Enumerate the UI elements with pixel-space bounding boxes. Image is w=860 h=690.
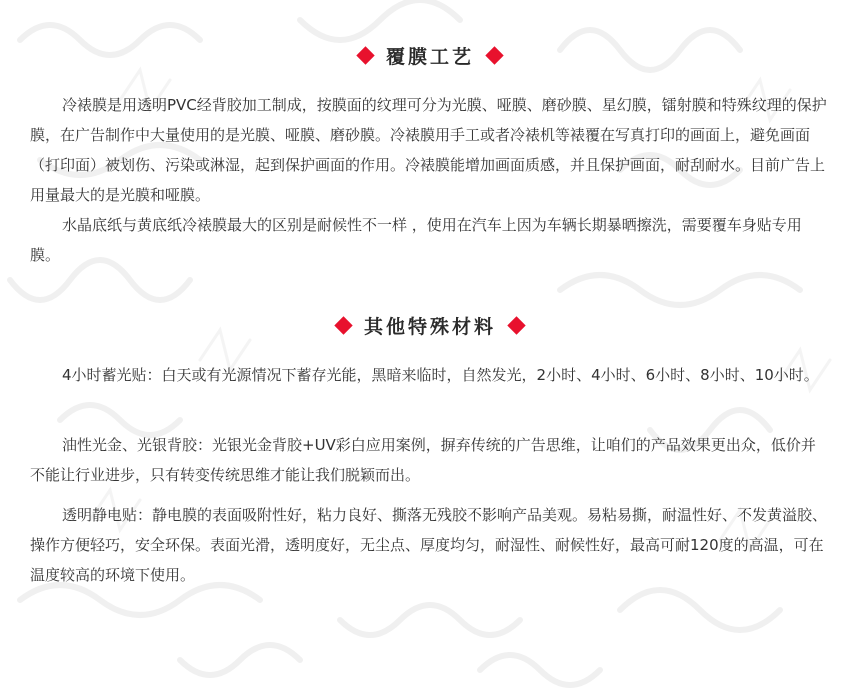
- section-title-text: 其他特殊材料: [363, 315, 496, 338]
- diamond-right-icon: [507, 316, 525, 334]
- diamond-right-icon: [485, 46, 503, 64]
- diamond-left-icon: [356, 46, 374, 64]
- section-title-lamination: [0, 40, 860, 70]
- paragraph-static-cling: 透明静电贴：静电膜的表面吸附性好，粘力良好、撕落无残胶不影响产品美观。易粘易撕，耐温性好、不发黄溢胶、操作方便轻巧，安全环保。表面光滑，透明度好，无尘点、厚度均匀，耐湿性、耐候性好，最高可耐120度的高温，可在温度较高的环境下使用。: [30, 506, 828, 584]
- paragraph-gold-silver-backing: 油性光金、光银背胶：光银光金背胶+UV彩白应用案例，摒弃传统的广告思维，让咱们的产品效果更出众，低价并不能让行业进步，只有转变传统思维才能让我们脱颖而出。: [30, 436, 816, 484]
- section-title-special-materials: [0, 310, 860, 340]
- section-title-text: 覆膜工艺: [385, 45, 474, 68]
- paragraph-crystal-backing: 水晶底纸与黄底纸冷裱膜最大的区别是耐候性不一样 ，使用在汽车上因为车辆长期暴晒擦洗，需要覆车身贴专用膜。: [30, 216, 802, 264]
- diamond-left-icon: [334, 316, 352, 334]
- paragraph-glow-sticker: 4小时蓄光贴：白天或有光源情况下蓄存光能，黑暗来临时，自然发光，2小时、4小时、6小时、8小时、10小时。: [62, 366, 819, 384]
- paragraph-cold-lamination: 冷裱膜是用透明PVC经背胶加工制成，按膜面的纹理可分为光膜、哑膜、磨砂膜、星幻膜，镭射膜和特殊纹理的保护膜，在广告制作中大量使用的是光膜、哑膜、磨砂膜。冷裱膜用手工或者冷裱机等裱覆在写真打印的画面上，避免画面（打印面）被划伤、污染或淋湿，起到保护画面的作用。冷裱膜能增加画面质感，并且保护画面，耐刮耐水。目前广告上用量最大的是光膜和哑膜。: [30, 96, 827, 204]
